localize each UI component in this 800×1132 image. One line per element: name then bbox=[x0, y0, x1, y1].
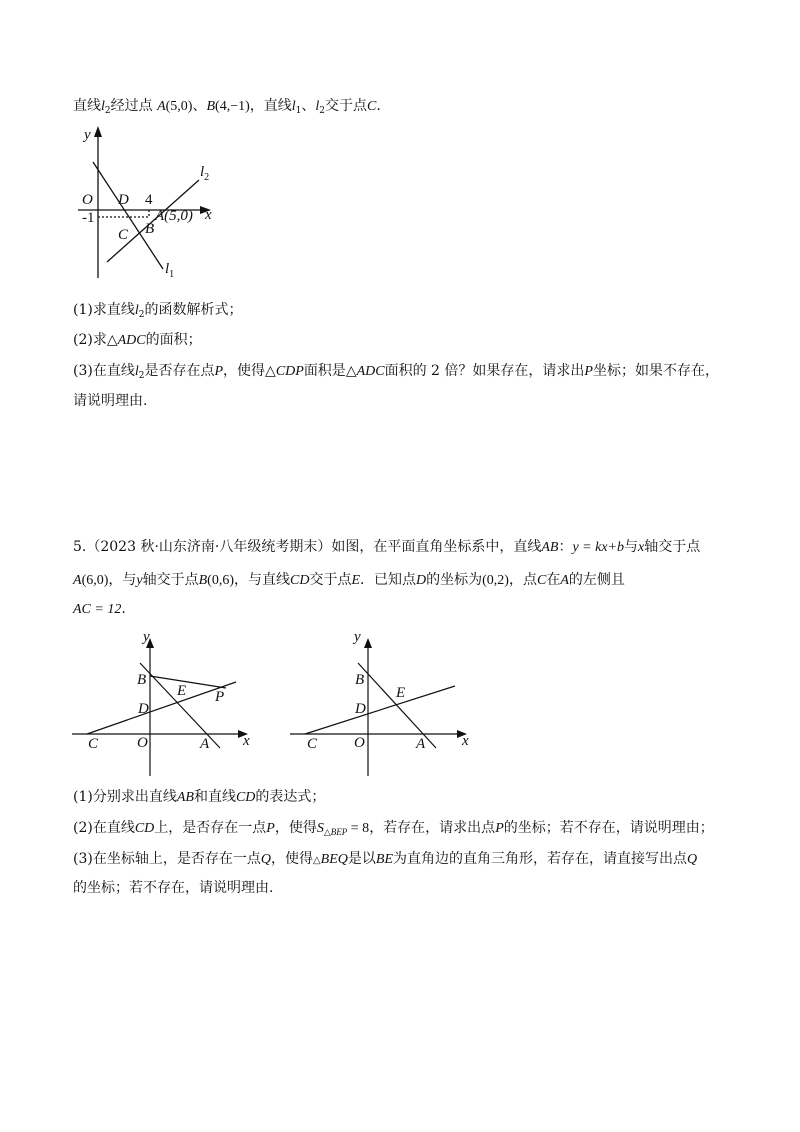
point-p-label: P bbox=[215, 689, 225, 705]
text: 的坐标为 bbox=[426, 572, 483, 588]
point-b-label: B bbox=[145, 221, 155, 237]
segment-be: BE bbox=[375, 852, 393, 867]
text: 的表达式； bbox=[255, 789, 326, 805]
point-e-label: E bbox=[396, 685, 406, 701]
point-a-label: A bbox=[200, 736, 210, 752]
text: 是以 bbox=[347, 851, 376, 867]
problem-number: 5. bbox=[73, 539, 87, 555]
area-subscript: △BEP bbox=[323, 827, 348, 837]
y-symbol: y bbox=[136, 573, 143, 588]
text: (1)求直线 bbox=[73, 302, 135, 318]
line-l2-label: $l_2$ bbox=[200, 164, 210, 183]
point-c-label: C bbox=[118, 227, 129, 243]
text: 坐标；如果不存在， bbox=[592, 363, 719, 379]
area-symbol: S bbox=[316, 821, 324, 836]
line-l2-symbol: l bbox=[101, 99, 105, 114]
text: 轴交于点 bbox=[142, 572, 199, 588]
text: . bbox=[121, 601, 126, 617]
text: ，使得 bbox=[274, 820, 317, 836]
point-d: D bbox=[416, 573, 427, 588]
triangle-name: CDP bbox=[275, 364, 304, 379]
point-d-label: D bbox=[118, 192, 129, 208]
point-b-coord: (4,−1) bbox=[215, 99, 250, 114]
point-a-label: A(5,0) bbox=[155, 208, 193, 224]
text: (1)分别求出直线 bbox=[73, 789, 177, 805]
x-symbol: x bbox=[638, 540, 645, 555]
point-c-label: C bbox=[88, 736, 99, 752]
text: 面积是 bbox=[303, 363, 346, 379]
point-a-coord: (5,0) bbox=[165, 99, 193, 114]
p5-question-3 bbox=[73, 849, 697, 871]
origin-label: O bbox=[354, 735, 365, 751]
triangle-name: ADC bbox=[356, 364, 385, 379]
text: ，使得 bbox=[270, 851, 313, 867]
text: 的面积； bbox=[145, 332, 202, 348]
p5-question-2 bbox=[73, 818, 714, 842]
point-b: B bbox=[206, 99, 216, 114]
y-label: y bbox=[84, 127, 91, 143]
line-cd bbox=[87, 682, 236, 734]
line-l1-label: $l_1$ bbox=[165, 261, 175, 280]
text: 的左侧且 bbox=[568, 572, 625, 588]
text: 交于点 bbox=[309, 572, 352, 588]
point-c: C bbox=[536, 573, 547, 588]
p5-question-1 bbox=[73, 787, 325, 808]
subscript: 2 bbox=[138, 371, 145, 381]
origin-label: O bbox=[137, 735, 148, 751]
triangle-name: BEQ bbox=[320, 852, 348, 867]
point-q: Q bbox=[260, 852, 271, 867]
text: ： bbox=[558, 539, 573, 555]
tick-4-label: 4 bbox=[145, 192, 153, 208]
point-d-label: D bbox=[138, 701, 149, 717]
line-cd-symbol: CD bbox=[290, 573, 310, 588]
text: (2)求 bbox=[73, 332, 107, 348]
text: 请说明理由. bbox=[73, 393, 148, 409]
point-b-coord: (0,6) bbox=[207, 573, 234, 588]
point-a-coord: (6,0) bbox=[81, 573, 109, 588]
tick-minus1-label: -1 bbox=[82, 210, 95, 226]
point-p: P bbox=[214, 364, 224, 379]
text: 经过点 bbox=[110, 98, 153, 114]
text: 在 bbox=[546, 572, 561, 588]
equation: y = kx+b bbox=[572, 540, 624, 555]
line-l2-symbol: l bbox=[315, 99, 320, 114]
triangle-symbol: △ bbox=[312, 855, 321, 866]
triangle-name: ADC bbox=[117, 333, 146, 348]
triangle-symbol: △ bbox=[106, 332, 118, 348]
text: 的函数解析式； bbox=[144, 302, 243, 318]
text: 面积的 2 倍？如果存在，请求出 bbox=[384, 363, 585, 379]
origin-label: O bbox=[82, 192, 93, 208]
figure-left bbox=[72, 638, 248, 776]
text: 是否存在点 bbox=[144, 363, 215, 379]
line-l2-symbol: l bbox=[134, 303, 139, 318]
subscript: 2 bbox=[104, 106, 111, 116]
line-ab-symbol: AB bbox=[176, 790, 194, 805]
x-label: x bbox=[205, 207, 212, 223]
line-cd-symbol: CD bbox=[134, 821, 155, 836]
text: 的坐标；若不存在，请说明理由. bbox=[73, 880, 274, 896]
text: ，直线 bbox=[249, 98, 292, 114]
equation: = 8 bbox=[347, 821, 370, 836]
point-d-label: D bbox=[355, 701, 366, 717]
equation: AC = 12 bbox=[73, 602, 122, 617]
problem-source: （2023 秋·山东济南·八年级统考期末） bbox=[86, 539, 332, 555]
line-cd-symbol: CD bbox=[235, 790, 256, 805]
point-d-coord: (0,2) bbox=[482, 573, 509, 588]
line-ab-symbol: AB bbox=[541, 540, 559, 555]
text: (3)在坐标轴上，是否存在一点 bbox=[73, 851, 261, 867]
point-a: A bbox=[157, 99, 166, 114]
point-c-label: C bbox=[307, 736, 318, 752]
point-q: Q bbox=[687, 852, 698, 867]
figure-right bbox=[290, 638, 467, 776]
text: ，若存在，请求出点 bbox=[369, 820, 496, 836]
text: 、 bbox=[192, 98, 207, 114]
text: . bbox=[376, 98, 381, 114]
text: ，与 bbox=[108, 572, 137, 588]
x-label: x bbox=[243, 733, 250, 749]
subscript: 1 bbox=[295, 106, 302, 116]
line-l2-symbol: l bbox=[134, 364, 139, 379]
p5-question-3-cont bbox=[73, 878, 273, 898]
text: 交于点 bbox=[325, 98, 368, 114]
text: (2)在直线 bbox=[73, 820, 135, 836]
text: ，与直线 bbox=[234, 572, 290, 588]
triangle-symbol: △ bbox=[265, 363, 276, 379]
text: (3)在直线 bbox=[73, 363, 135, 379]
text: 和直线 bbox=[193, 789, 236, 805]
point-b: B bbox=[198, 573, 208, 588]
point-a: A bbox=[560, 573, 569, 588]
text: 为直角边的直角三角形，若存在，请直接写出点 bbox=[393, 851, 687, 867]
line-cd bbox=[305, 686, 455, 734]
text: 的坐标；若不存在，请说明理由； bbox=[503, 820, 714, 836]
x-label: x bbox=[462, 733, 469, 749]
point-p: P bbox=[584, 364, 593, 379]
text: 上，是否存在一点 bbox=[154, 820, 267, 836]
text: 如图，在平面直角坐标系中，直线 bbox=[331, 539, 542, 555]
text: ．已知点 bbox=[360, 572, 417, 588]
point-b-label: B bbox=[355, 672, 365, 688]
y-label: y bbox=[143, 629, 150, 645]
y-axis-arrow bbox=[364, 638, 372, 648]
triangle-symbol: △ bbox=[345, 363, 357, 379]
point-b-label: B bbox=[137, 672, 147, 688]
point-c: C bbox=[367, 99, 377, 114]
point-e-label: E bbox=[177, 683, 187, 699]
line-l1-symbol: l bbox=[291, 99, 296, 114]
text: 与 bbox=[624, 539, 638, 555]
point-e: E bbox=[351, 573, 361, 588]
point-a: A bbox=[73, 573, 82, 588]
text: 轴交于点 bbox=[644, 539, 701, 555]
text: 直线 bbox=[73, 98, 101, 114]
point-p: P bbox=[495, 821, 504, 836]
subscript: 2 bbox=[138, 310, 145, 320]
y-label: y bbox=[354, 629, 361, 645]
text: 、 bbox=[301, 98, 316, 114]
text: ，使得 bbox=[223, 363, 266, 379]
point-p: P bbox=[266, 821, 275, 836]
text: ，点 bbox=[508, 572, 537, 588]
point-a-label: A bbox=[416, 736, 426, 752]
subscript: 2 bbox=[319, 106, 326, 116]
